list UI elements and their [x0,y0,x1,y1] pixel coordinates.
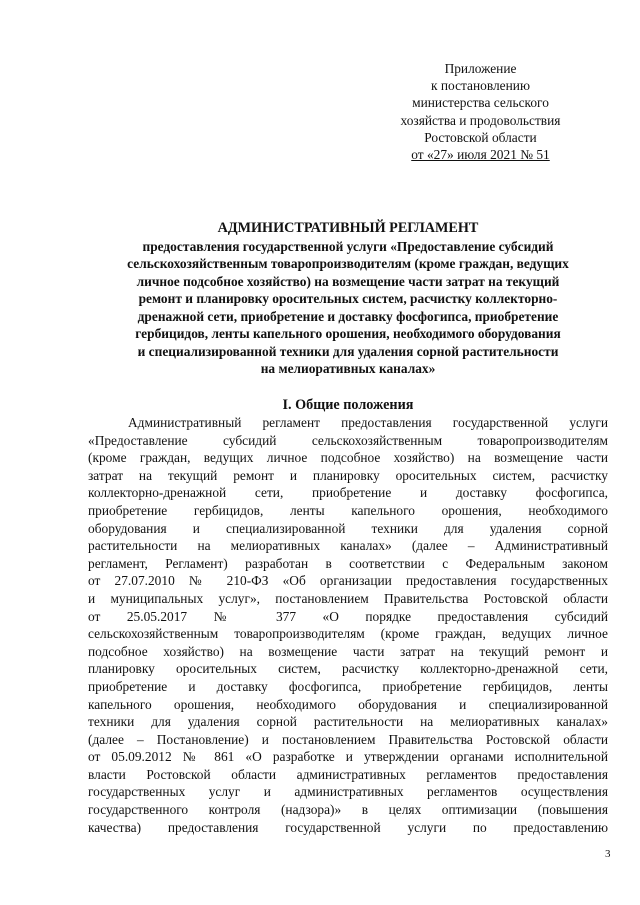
body-line: коллекторно-дренажной сети, приобретение и доставку фосфогипса, [88,485,608,501]
title-subtitle-line: на мелиоративных каналах» [260,361,436,376]
body-line: (далее – Постановление) и постановлением Правительства Ростовской области [88,731,608,747]
body-line: техники для удаления сорной растительности на мелиоративных каналах» [88,714,608,730]
document-title-block [88,220,608,378]
appendix-line: министерства сельского [412,95,549,111]
body-line: и муниципальных услуг», постановлением Правительства Ростовской области [88,590,608,606]
body-line: оборудования и специализированной техники для удаления сорной [88,520,608,536]
body-line: (кроме граждан, ведущих личное подсобное хозяйство) на возмещение части [88,450,608,466]
body-line: растительности на мелиоративных каналах» (далее – Административный [88,538,608,554]
title-subtitle-line: личное подсобное хозяйство) на возмещение части затрат на текущий [136,273,560,289]
title-subtitle-line: и специализированной техники для удаления сорной растительности [137,343,559,359]
body-line: от 05.09.2012 № 861 «О разработке и утверждении органами исполнительной [88,749,608,765]
body-line: власти Ростовской области административных регламентов предоставления [88,766,608,782]
body-line: государственного контроля (надзора)» в целях оптимизации (повышения [88,802,608,818]
appendix-line: к постановлению [431,78,530,94]
title-subtitle-line: сельскохозяйственным товаропроизводителям (кроме граждан, ведущих [127,256,569,271]
appendix-line: Приложение [444,61,517,76]
title-subtitle-line: предоставления государственной услуги «Предоставление субсидий [142,238,554,254]
body-line: подсобное хозяйство) на возмещение части затрат на текущий ремонт и [88,643,608,659]
body-line: приобретение гербицидов, ленты капельного орошения, необходимого [88,502,608,518]
body-paragraph [88,414,608,836]
body-line: планировку оросительных систем, расчистку коллекторно-дренажной сети, [88,661,608,677]
page-number: 3 [605,848,611,860]
body-line: качества) предоставления государственной услуги по предоставлению [88,819,608,835]
body-line: государственных услуг и административных регламентов осуществления [88,784,608,800]
body-line: приобретение и доставку фосфогипса, приобретение гербицидов, ленты [88,678,608,694]
appendix-date-line: от «27» июля 2021 № 51 [411,147,550,163]
body-line: регламент, Регламент) разработан в соответствии с Федеральным законом [88,555,608,571]
appendix-block [378,60,583,163]
body-line: затрат на текущий ремонт и планировку оросительных систем, расчистку [88,467,608,483]
body-line: капельного орошения, необходимого оборудования и специализированной [88,696,608,712]
appendix-line: хозяйства и продовольствия [400,112,561,128]
body-line: «Предоставление субсидий сельскохозяйственным товаропроизводителям [88,432,608,448]
body-line: от 25.05.2017 № 377 «О порядке предоставления субсидий [88,608,608,624]
section-heading: I. Общие положения [282,397,414,413]
title-subtitle-line: ремонт и планировку оросительных систем, расчистку коллекторно- [138,291,558,306]
appendix-line: Ростовской области [424,129,537,145]
title-subtitle-line: гербицидов, ленты капельного орошения, необходимого оборудования [135,326,561,341]
document-title: АДМИНИСТРАТИВНЫЙ РЕГЛАМЕНТ [217,220,479,236]
body-line: сельскохозяйственным товаропроизводителям (кроме граждан, ведущих личное [88,626,608,642]
body-line: от 27.07.2010 № 210-ФЗ «Об организации предоставления государственных [88,573,608,589]
body-line: Административный регламент предоставления государственной услуги [128,415,608,430]
title-subtitle-line: дренажной сети, приобретение и доставку фосфогипса, приобретение [137,308,559,324]
